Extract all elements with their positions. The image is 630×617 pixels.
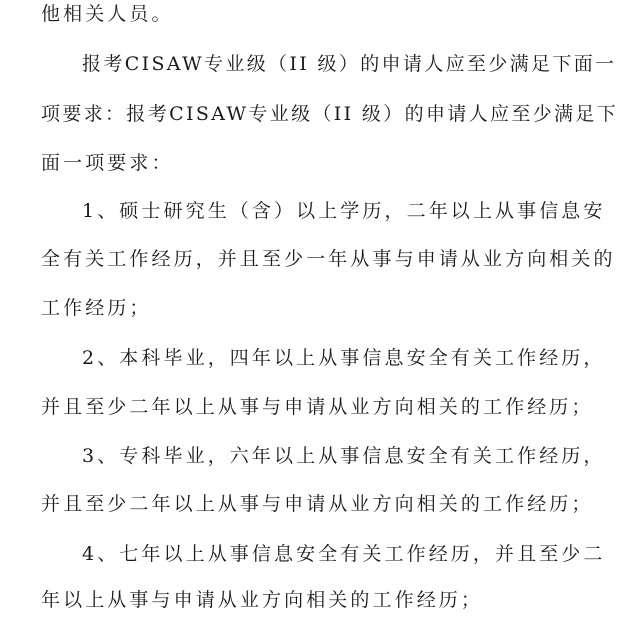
requirement-3-line-1: 3、专科毕业，六年以上从事信息安全有关工作经历，	[82, 445, 606, 467]
requirement-4-line-2: 年以上从事与申请从业方向相关的工作经历；	[41, 589, 484, 611]
paragraph-intro-line-3: 面一项要求：	[41, 152, 174, 174]
requirement-2-line-2: 并且至少二年以上从事与申请从业方向相关的工作经历；	[41, 396, 594, 418]
requirement-1-line-1: 1、硕士研究生（含）以上学历，二年以上从事信息安	[82, 200, 606, 222]
requirement-4-line-1: 4、七年以上从事信息安全有关工作经历，并且至少二	[82, 543, 606, 565]
paragraph-intro-line-1: 报考CISAW专业级（II 级）的申请人应至少满足下面一	[82, 53, 617, 75]
requirement-1-line-2: 全有关工作经历，并且至少一年从事与申请从业方向相关的	[41, 248, 616, 270]
text-line-continuation: 他相关人员。	[41, 3, 174, 25]
requirement-1-line-3: 工作经历；	[41, 297, 152, 319]
paragraph-intro-line-2: 项要求：报考CISAW专业级（II 级）的申请人应至少满足下	[41, 103, 619, 125]
requirement-2-line-1: 2、本科毕业，四年以上从事信息安全有关工作经历，	[82, 347, 606, 369]
requirement-3-line-2: 并且至少二年以上从事与申请从业方向相关的工作经历；	[41, 493, 594, 515]
